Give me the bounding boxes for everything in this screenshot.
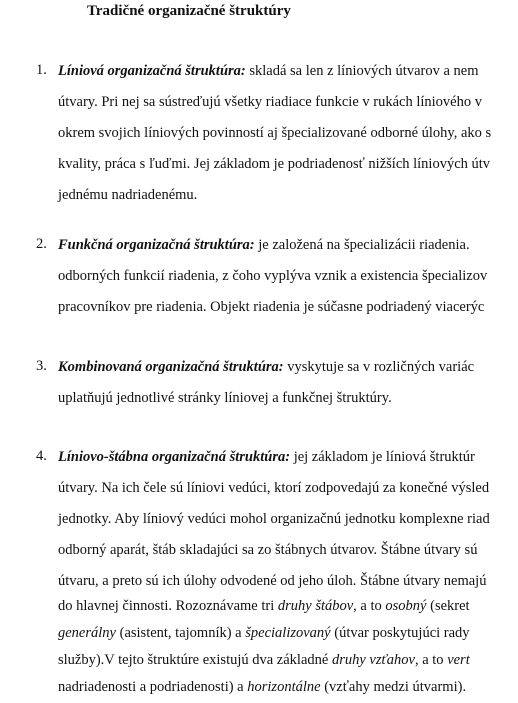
italic-term: generálny bbox=[58, 625, 116, 641]
paragraph-line: útvary. Na ich čele sú líniovi vedúci, ktorí zodpovedajú za konečné výsled bbox=[58, 480, 490, 496]
paragraph-line: útvaru, a preto sú ich úlohy odvodené od jeho úloh. Štábne útvary nemajú bbox=[58, 573, 487, 589]
list-number: 3. bbox=[36, 358, 47, 374]
item-heading: Kombinovaná organizačná štruktúra: bbox=[58, 359, 284, 375]
document-title: Tradičné organizačné štruktúry bbox=[87, 3, 291, 19]
paragraph-line: pracovníkov pre riadenia. Objekt riadenia je súčasne podriadený viacerýc bbox=[58, 299, 485, 315]
list-number: 4. bbox=[36, 448, 47, 464]
text-run: , a to bbox=[414, 652, 448, 668]
paragraph-line: odborných funkcií riadenia, z čoho vyplýva vznik a existencia špecializov bbox=[58, 268, 488, 284]
paragraph-line bbox=[58, 678, 466, 696]
item-heading: Líniová organizačná štruktúra: bbox=[58, 63, 246, 79]
paragraph-line bbox=[58, 358, 474, 376]
paragraph-line bbox=[58, 624, 470, 642]
paragraph-line bbox=[58, 236, 470, 254]
paragraph-line bbox=[58, 62, 479, 80]
text-run: služby).V tejto štruktúre existujú dva základné bbox=[58, 652, 332, 668]
paragraph-line: odborný aparát, štáb skladajúci sa zo štábnych útvarov. Štábne útvary sú bbox=[58, 542, 478, 558]
text-run: (vzťahy medzi útvarmi). bbox=[320, 679, 467, 695]
text-run: , a to bbox=[353, 598, 386, 614]
italic-term: druhy vzťahov bbox=[331, 652, 415, 668]
italic-term: horizontálne bbox=[247, 679, 321, 695]
list-number: 2. bbox=[36, 236, 47, 252]
item-text: skladá sa len z líniových útvarov a nem bbox=[245, 63, 479, 79]
italic-term: osobný bbox=[385, 598, 427, 614]
italic-term: špecializovaný bbox=[245, 625, 331, 641]
paragraph-line bbox=[58, 448, 475, 466]
paragraph-line bbox=[58, 597, 470, 615]
list-number: 1. bbox=[36, 62, 47, 78]
italic-term: vert bbox=[447, 652, 470, 668]
paragraph-line: uplatňujú jednotlivé stránky líniovej a funkčnej štruktúry. bbox=[58, 390, 392, 406]
paragraph-line bbox=[58, 651, 470, 669]
paragraph-line: jednotky. Aby líniový vedúci mohol organizačnú jednotku komplexne riad bbox=[58, 511, 490, 527]
text-run: (asistent, tajomník) a bbox=[115, 625, 246, 641]
paragraph-line: jednému nadriadenému. bbox=[58, 187, 198, 203]
item-heading: Líniovo-štábna organizačná štruktúra: bbox=[58, 449, 291, 465]
item-text: je založená na špecializácii riadenia. bbox=[254, 237, 470, 253]
text-run: (útvar poskytujúci rady bbox=[330, 625, 470, 641]
text-run: nadriadenosti a podriadenosti) a bbox=[58, 679, 248, 695]
paragraph-line: okrem svojich líniových povinností aj špecializované odborné úlohy, ako s bbox=[58, 125, 492, 141]
item-text: jej základom je líniová štruktúr bbox=[290, 449, 475, 465]
text-run: (sekret bbox=[426, 598, 470, 614]
paragraph-line: kvality, práca s ľuďmi. Jej základom je podriadenosť nižších líniových útv bbox=[58, 156, 491, 172]
text-run: do hlavnej činnosti. Rozoznávame tri bbox=[58, 598, 278, 614]
item-heading: Funkčná organizačná štruktúra: bbox=[58, 237, 255, 253]
paragraph-line: útvary. Pri nej sa sústreďujú všetky riadiace funkcie v rukách líniového v bbox=[58, 94, 482, 110]
italic-term: druhy štábov bbox=[277, 598, 354, 614]
item-text: vyskytuje sa v rozličných variác bbox=[283, 359, 475, 375]
